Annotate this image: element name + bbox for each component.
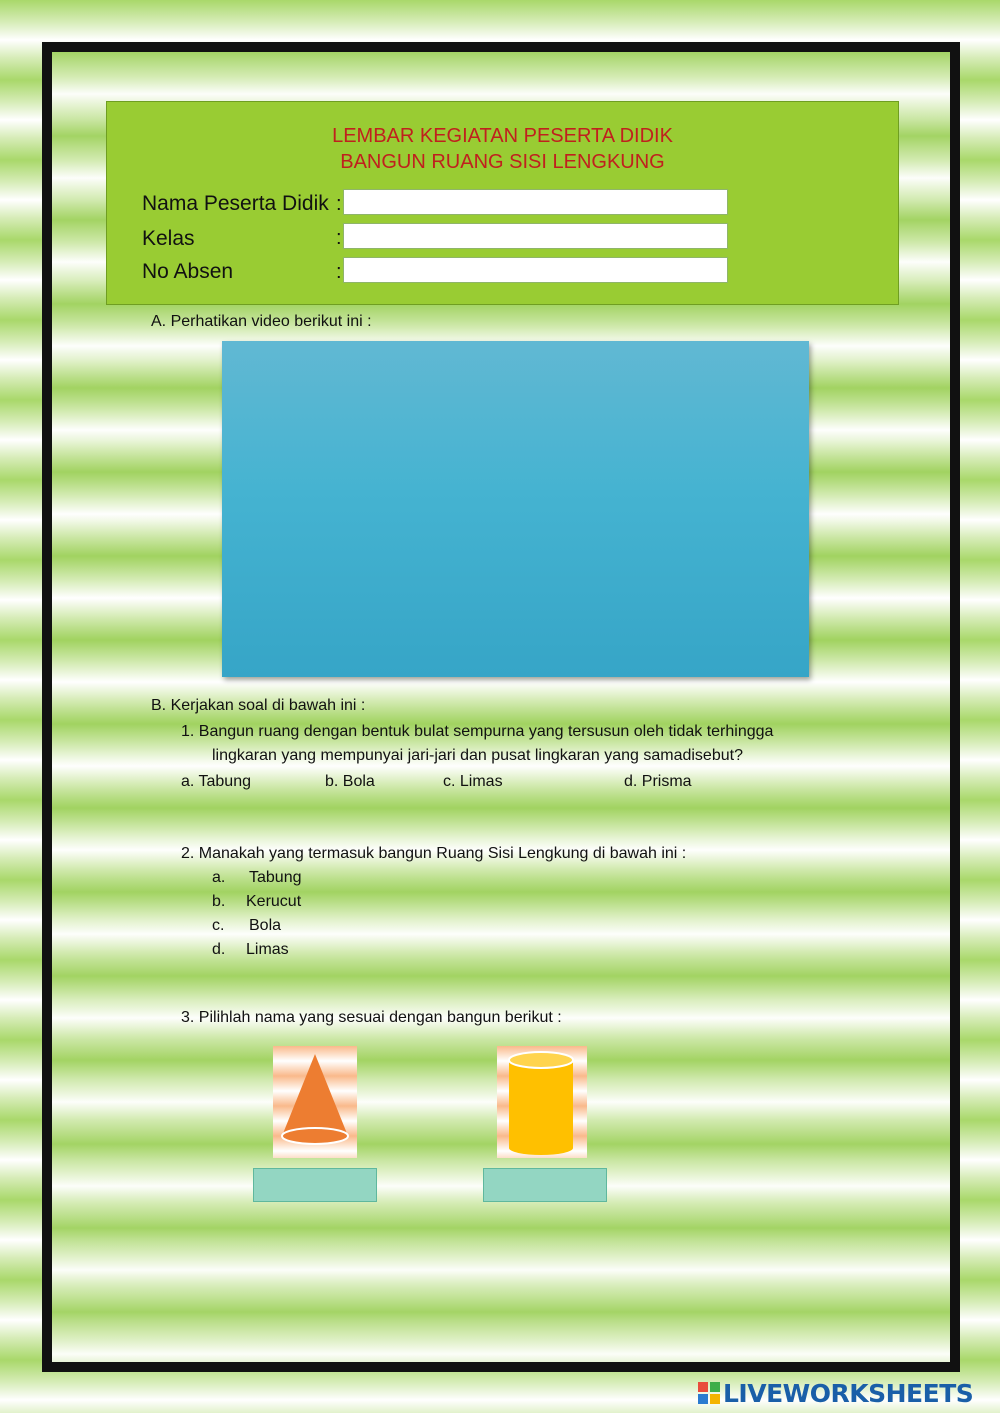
cone-answer-box[interactable]	[253, 1168, 377, 1202]
q2-option-b[interactable]: Kerucut	[246, 893, 302, 910]
cone-card	[273, 1046, 357, 1158]
worksheet-title: LEMBAR KEGIATAN PESERTA DIDIK	[332, 125, 673, 147]
cone-icon	[273, 1046, 357, 1158]
student-name-label: Nama Peserta Didik	[142, 192, 329, 215]
q2-option-c-letter: c.	[212, 917, 225, 934]
q1-option-d[interactable]: d. Prisma	[624, 773, 692, 790]
liveworksheets-logo	[698, 1378, 973, 1408]
colon: :	[336, 227, 342, 249]
worksheet-header	[106, 101, 899, 305]
worksheet-subtitle: BANGUN RUANG SISI LENGKUNG	[340, 151, 665, 173]
question-1-line-2: lingkaran yang mempunyai jari-jari dan pusat lingkaran yang samadisebut?	[212, 747, 743, 764]
q2-option-d[interactable]: Limas	[246, 941, 289, 958]
q1-option-c[interactable]: c. Limas	[443, 773, 503, 790]
q2-option-c[interactable]: Bola	[249, 917, 282, 934]
cylinder-answer-box[interactable]	[483, 1168, 607, 1202]
q2-option-a-letter: a.	[212, 869, 226, 886]
question-1-line-1: 1. Bangun ruang dengan bentuk bulat sempurna yang tersusun oleh tidak terhingga	[181, 723, 774, 740]
question-3-text: 3. Pilihlah nama yang sesuai dengan bangun berikut :	[181, 1009, 562, 1026]
q2-option-a[interactable]: Tabung	[249, 869, 302, 886]
cylinder-icon	[497, 1046, 587, 1158]
logo-text: LIVEWORKSHEETS	[723, 1378, 974, 1408]
colon: :	[336, 261, 342, 283]
class-input[interactable]	[343, 223, 728, 249]
video-player[interactable]	[222, 341, 809, 677]
q2-option-d-letter: d.	[212, 941, 226, 958]
q1-option-a[interactable]: a. Tabung	[181, 773, 251, 790]
section-a-label: A. Perhatikan video berikut ini :	[151, 313, 372, 330]
q2-option-b-letter: b.	[212, 893, 226, 910]
cylinder-card	[497, 1046, 587, 1158]
section-b-label: B. Kerjakan soal di bawah ini :	[151, 697, 366, 714]
colon: :	[336, 193, 342, 215]
logo-grid-icon	[698, 1382, 720, 1404]
q1-option-b[interactable]: b. Bola	[325, 773, 375, 790]
roll-number-label: No Absen	[142, 260, 234, 283]
question-2-text: 2. Manakah yang termasuk bangun Ruang Sisi Lengkung di bawah ini :	[181, 845, 687, 862]
student-name-input[interactable]	[343, 189, 728, 215]
roll-number-input[interactable]	[343, 257, 728, 283]
class-label: Kelas	[142, 227, 195, 250]
